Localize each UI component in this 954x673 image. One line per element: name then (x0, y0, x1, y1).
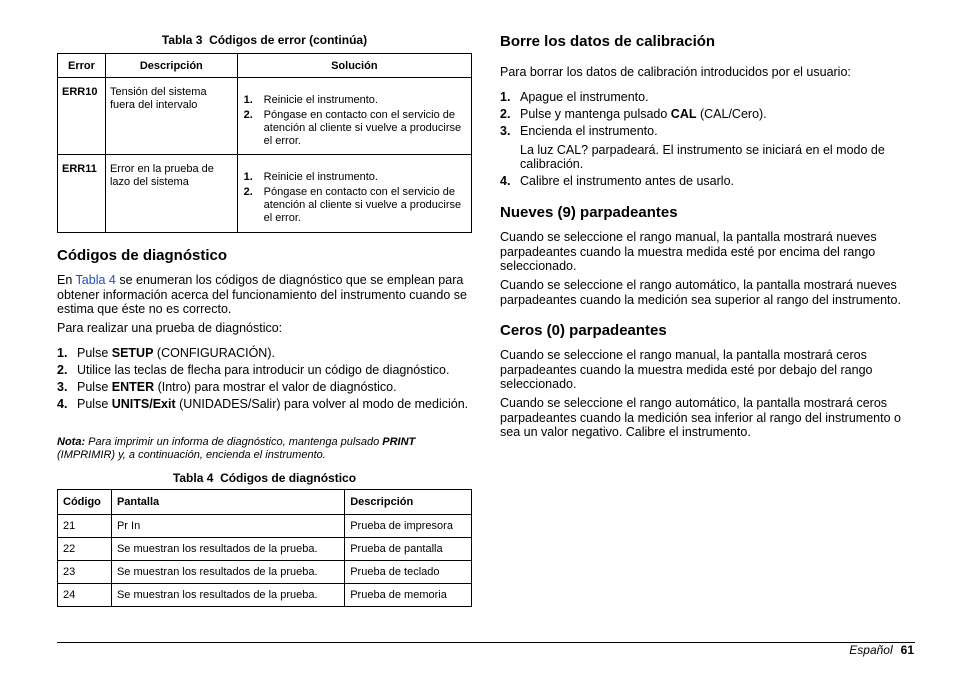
description-cell: Tensión del sistema fuera del intervalo (105, 78, 237, 155)
table-row (58, 78, 472, 155)
zeros-paragraph-1: Cuando se seleccione el rango manual, la pantalla mostrará ceros parpadeantes cuando la muestra medida esté por debajo del rango seleccionado. (500, 348, 873, 391)
nines-paragraph-1: Cuando se seleccione el rango manual, la pantalla mostrará nueves parpadeantes cuando la muestra medida esté por encima del rango seleccionado. (500, 230, 877, 273)
table3-caption: Tabla 3 Códigos de error (continúa) (161, 33, 368, 47)
error-code-cell: ERR11 (58, 155, 106, 233)
diagnostics-intro: En Tabla 4 se enumeran los códigos de diagnóstico que se emplean para obtener información acerca del funcionamiento del instrumento cuando se estima que éste no es correcto. (57, 273, 467, 316)
zeros-paragraph-2: Cuando se seleccione el rango automático, la pantalla mostrará ceros parpadeantes cuando la medición sea inferior al rango del instrumento o sea un valor negativo. Calibre el instrumento. (500, 396, 901, 439)
footer-language: Español (849, 643, 893, 657)
list-item: 1. Apague el instrumento. (500, 90, 649, 104)
diagnostics-lead: Para realizar una prueba de diagnóstico: (57, 321, 283, 335)
code-cell: 21 (58, 515, 112, 538)
column-header: Error (58, 54, 106, 78)
display-cell: Se muestran los resultados de la prueba. (111, 538, 344, 561)
code-cell: 22 (58, 538, 112, 561)
description-cell: Prueba de pantalla (345, 538, 472, 561)
column-header: Solución (237, 54, 471, 78)
column-header: Descripción (105, 54, 237, 78)
calibration-steps (500, 90, 915, 191)
list-item: 2. Póngase en contacto con el servicio de atención al cliente si vuelve a producirse el error. (243, 109, 462, 147)
section-heading-nines: Nueves (9) parpadeantes (500, 204, 678, 221)
table-row (58, 515, 472, 538)
page-number: 61 (900, 643, 914, 657)
table-row (58, 155, 472, 233)
code-cell: 23 (58, 561, 112, 584)
section-heading-diagnostics: Códigos de diagnóstico (57, 247, 228, 264)
table-row (58, 584, 472, 607)
display-cell: Se muestran los resultados de la prueba. (111, 561, 344, 584)
table-header-row (58, 490, 472, 515)
list-item: 4. Calibre el instrumento antes de usarlo. (500, 174, 735, 188)
solution-cell (237, 155, 471, 233)
column-header: Pantalla (111, 490, 344, 515)
footer-rule (57, 642, 915, 643)
table4-caption: Tabla 4 Códigos de diagnóstico (172, 471, 357, 485)
list-item: 3. Encienda el instrumento. La luz CAL? parpadeará. El instrumento se iniciará en el modo de calibración. (500, 124, 915, 172)
list-item: 2. Utilice las teclas de flecha para introducir un código de diagnóstico. (57, 363, 450, 377)
list-item: 2. Póngase en contacto con el servicio de atención al cliente si vuelve a producirse el error. (243, 186, 462, 224)
description-cell: Prueba de teclado (345, 561, 472, 584)
display-cell: Pr In (111, 515, 344, 538)
description-cell: Prueba de impresora (345, 515, 472, 538)
calibration-intro: Para borrar los datos de calibración introducidos por el usuario: (500, 65, 851, 79)
table-row (58, 538, 472, 561)
error-code-cell: ERR10 (58, 78, 106, 155)
list-item: 2. Pulse y mantenga pulsado CAL (CAL/Cero). (500, 107, 767, 121)
nines-paragraph-2: Cuando se seleccione el rango automático, la pantalla mostrará nueves parpadeantes cuando la medición sea superior al rango del instrumento. (500, 278, 901, 307)
description-cell: Prueba de memoria (345, 584, 472, 607)
column-header: Código (58, 490, 112, 515)
note: Nota: Para imprimir un informa de diagnóstico, mantenga pulsado PRINT (IMPRIMIR) y, a continuación, encienda el instrumento. (57, 436, 416, 461)
page-footer (849, 643, 914, 657)
list-item: 4. Pulse UNITS/Exit (UNIDADES/Salir) para volver al modo de medición. (57, 397, 469, 411)
code-cell: 24 (58, 584, 112, 607)
column-header: Descripción (345, 490, 472, 515)
display-cell: Se muestran los resultados de la prueba. (111, 584, 344, 607)
diagnostics-steps (57, 346, 472, 414)
table-header-row (58, 54, 472, 78)
list-item: 1. Reinicie el instrumento. (243, 171, 378, 183)
list-item: 1. Pulse SETUP (CONFIGURACIÓN). (57, 346, 275, 360)
list-item: 1. Reinicie el instrumento. (243, 94, 378, 106)
diagnostic-codes-table (57, 489, 472, 607)
section-heading-zeros: Ceros (0) parpadeantes (500, 322, 667, 339)
error-codes-table (57, 53, 472, 233)
table4-link[interactable]: Tabla 4 (75, 273, 116, 287)
description-cell: Error en la prueba de lazo del sistema (105, 155, 237, 233)
solution-cell (237, 78, 471, 155)
step-detail: La luz CAL? parpadeará. El instrumento se iniciará en el modo de calibración. (520, 142, 885, 171)
section-heading-calibration: Borre los datos de calibración (500, 33, 716, 50)
list-item: 3. Pulse ENTER (Intro) para mostrar el valor de diagnóstico. (57, 380, 397, 394)
table-row (58, 561, 472, 584)
